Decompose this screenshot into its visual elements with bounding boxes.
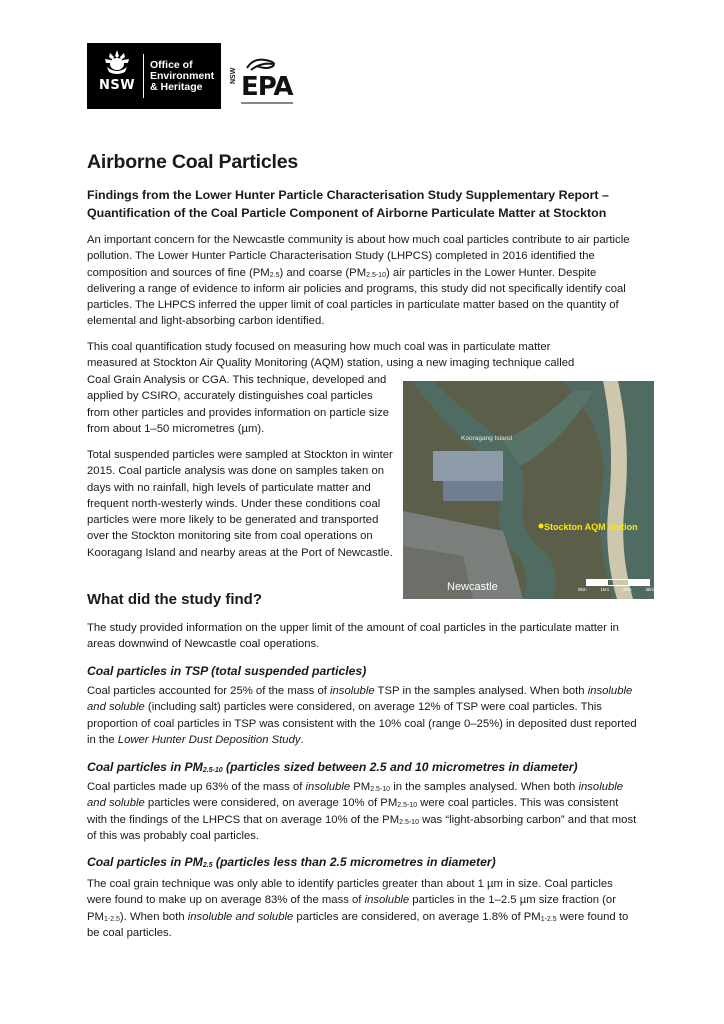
map-scale-labels: 0km 1km 2km 3km xyxy=(578,587,654,592)
pm10-paragraph: Coal particles made up 63% of the mass of insoluble $PM_{2.5-10}$ in the samples analysed. When both insoluble and soluble particles were considered, on average 10% of $PM_{2.5-10}$ were coal particles. This was consistent with the findings of the LHPCS that on average 10% of the $PM_{2.5-10}$ was “light-absorbing carbon” and that most of this was probably coal particles. xyxy=(87,781,637,842)
map-label-newcastle: Newcastle xyxy=(447,581,498,593)
waratah-icon: NSW xyxy=(95,48,139,104)
intro-paragraph-2-rest: Coal Grain Analysis or CGA. This technique, developed and applied by CSIRO, accurately distinguishes coal particles from other particles and provides information on particle size from about 1–50 micrometres (µm). xyxy=(87,374,390,435)
pm10-heading: Coal particles in $PM_{2.5-10}$ (particles sized between 2.5 and 10 micrometres in diameter) xyxy=(87,760,578,774)
oeh-logo xyxy=(87,43,221,109)
map-label-station: Stockton AQM station xyxy=(544,522,638,532)
epa-tagline-rule xyxy=(241,102,293,104)
findings-heading: What did the study find? xyxy=(87,591,262,608)
pm25-paragraph: The coal grain technique was only able to identify particles greater than about 1 µm in size. Coal particles were found to make up on average 83% of the mass of insoluble particles in the 1–2.5 µm size fraction (or $PM_{1-2.5}$). When both insoluble and soluble particles are considered, on average 1.8% of $PM_{1-2.5}$ were found to be coal particles. xyxy=(87,878,629,939)
page-title: Airborne Coal Particles xyxy=(87,151,299,173)
oeh-name: Office of Environment & Heritage xyxy=(150,58,215,93)
findings-intro: The study provided information on the upper limit of the amount of coal particles in the particulate matter in areas downwind of Newcastle coal operations. xyxy=(87,622,619,651)
intro-paragraph-1: An important concern for the Newcastle community is about how much coal particles contribute to air particle pollution. The Lower Hunter Particle Characterisation Study (LHPCS) completed in 2016 identified the composition and sources of fine $(PM_{2.5})$ and coarse $(PM_{2.5-10})$ air particles in the Lower Hunter. Despite delivering a range of evidence to inform air policies and programs, this study did not specifically identify coal particles. The LHPCS inferred the upper limit of coal particles in particulate matter based on the quantity of elemental and light-absorbing carbon identified. xyxy=(87,234,630,328)
stockton-satellite-map xyxy=(403,381,654,599)
intro-paragraph-2-lead: This coal quantification study focused on measuring how much coal was in particulate matter measured at Stockton Air Quality Monitoring (AQM) station, using a new imaging technique called xyxy=(87,341,575,370)
tsp-paragraph: Coal particles accounted for 25% of the mass of insoluble TSP in the samples analysed. When both insoluble and soluble (including salt) particles were considered, on average 12% of TSP were coal particles. This proportion of coal particles in TSP was consistent with the 10% coal (range 0–25%) in deposited dust reported in the Lower Hunter Dust Deposition Study. xyxy=(87,685,637,746)
subtitle: Findings from the Lower Hunter Particle Characterisation Study Supplementary Report – Quantification of the Coal Particle Component of Airborne Particulate Matter at Stockton xyxy=(87,188,609,220)
map-label-kooragang: Kooragang Island xyxy=(461,435,512,442)
map-scale-bar xyxy=(586,579,650,586)
intro-paragraph-3: Total suspended particles were sampled at Stockton in winter 2015. Coal particle analysis was done on samples taken on days with no rainfall, high levels of particulate matter and frequent north-westerly winds. Under these conditions coal particles were more likely to be generated and transported over the Stockton monitoring site from coal operations on Kooragang Island and nearby areas at the Port of Newcastle. xyxy=(87,449,393,559)
tsp-heading: Coal particles in TSP (total suspended particles) xyxy=(87,664,367,678)
logo-divider xyxy=(143,54,144,98)
epa-logo: NSW EPA xyxy=(231,56,293,108)
pm25-heading: Coal particles in $PM_{2.5}$ (particles less than 2.5 micrometres in diameter) xyxy=(87,855,496,869)
